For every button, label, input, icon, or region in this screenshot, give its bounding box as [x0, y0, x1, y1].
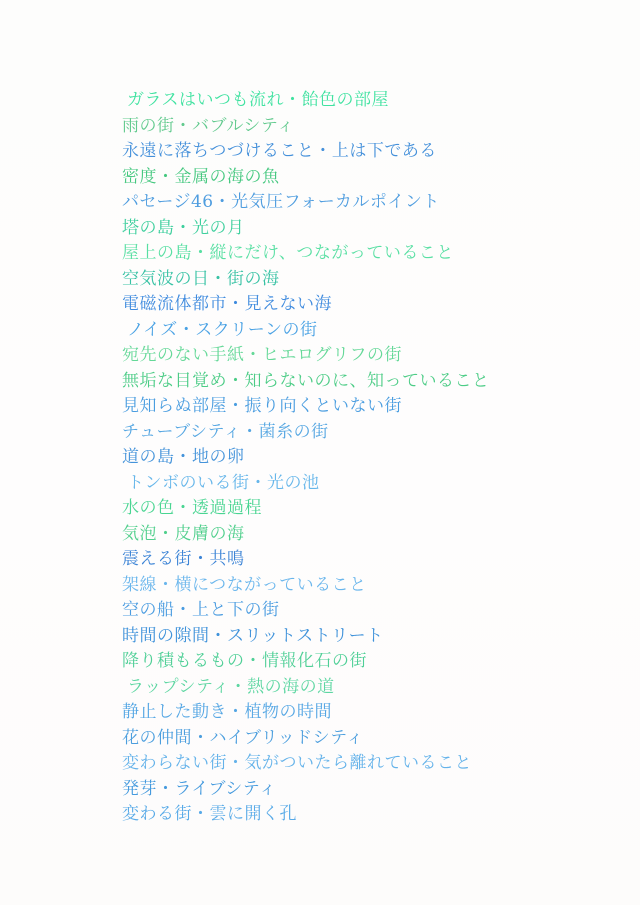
title-line: 宛先のない手紙・ヒエログリフの街 — [122, 345, 402, 365]
title-line: 降り積もるもの・情報化石の街 — [122, 651, 367, 671]
title-line: トンボのいる街・光の池 — [127, 472, 320, 493]
title-line: パセージ46・光気圧フォーカルポイント — [122, 192, 440, 212]
title-line: 気泡・皮膚の海 — [122, 523, 245, 544]
title-line: 水の色・透過過程 — [122, 498, 262, 518]
title-line: 屋上の島・縦にだけ、つながっていること — [122, 243, 454, 263]
title-line: チューブシティ・菌糸の街 — [122, 421, 329, 442]
title-line: 花の仲間・ハイブリッドシティ — [122, 727, 364, 748]
title-line: 永遠に落ちつづけること・上は下である — [122, 141, 437, 161]
title-line: 空気波の日・街の海 — [122, 268, 280, 289]
title-line: ガラスはいつも流れ・飴色の部屋 — [127, 90, 389, 110]
title-line: 道の島・地の卵 — [122, 447, 245, 467]
title-line: ラップシティ・熱の海の道 — [127, 676, 335, 697]
title-line: 密度・金属の海の魚 — [122, 166, 280, 187]
title-line: 震える街・共鳴 — [122, 549, 245, 569]
title-line: 時間の隙間・スリットストリート — [122, 625, 384, 646]
title-line: 空の船・上と下の街 — [122, 600, 280, 620]
title-line: ノイズ・スクリーンの街 — [127, 319, 318, 340]
title-line: 見知らぬ部屋・振り向くといない街 — [122, 396, 402, 416]
title-line: 変わる街・雲に開く孔 — [122, 804, 297, 824]
title-line: 静止した動き・植物の時間 — [122, 702, 332, 722]
title-line: 架線・横につながっていること — [122, 574, 367, 595]
title-line: 塔の島・光の月 — [122, 217, 245, 238]
title-line: 無垢な目覚め・知らないのに、知っていること — [122, 370, 490, 391]
title-line: 変わらない街・気がついたら離れていること — [122, 753, 472, 773]
title-list — [122, 88, 562, 828]
title-line: 雨の街・バブルシティ — [122, 115, 295, 136]
title-line: 発芽・ライブシティ — [122, 778, 277, 799]
title-line: 電磁流体都市・見えない海 — [122, 294, 332, 314]
